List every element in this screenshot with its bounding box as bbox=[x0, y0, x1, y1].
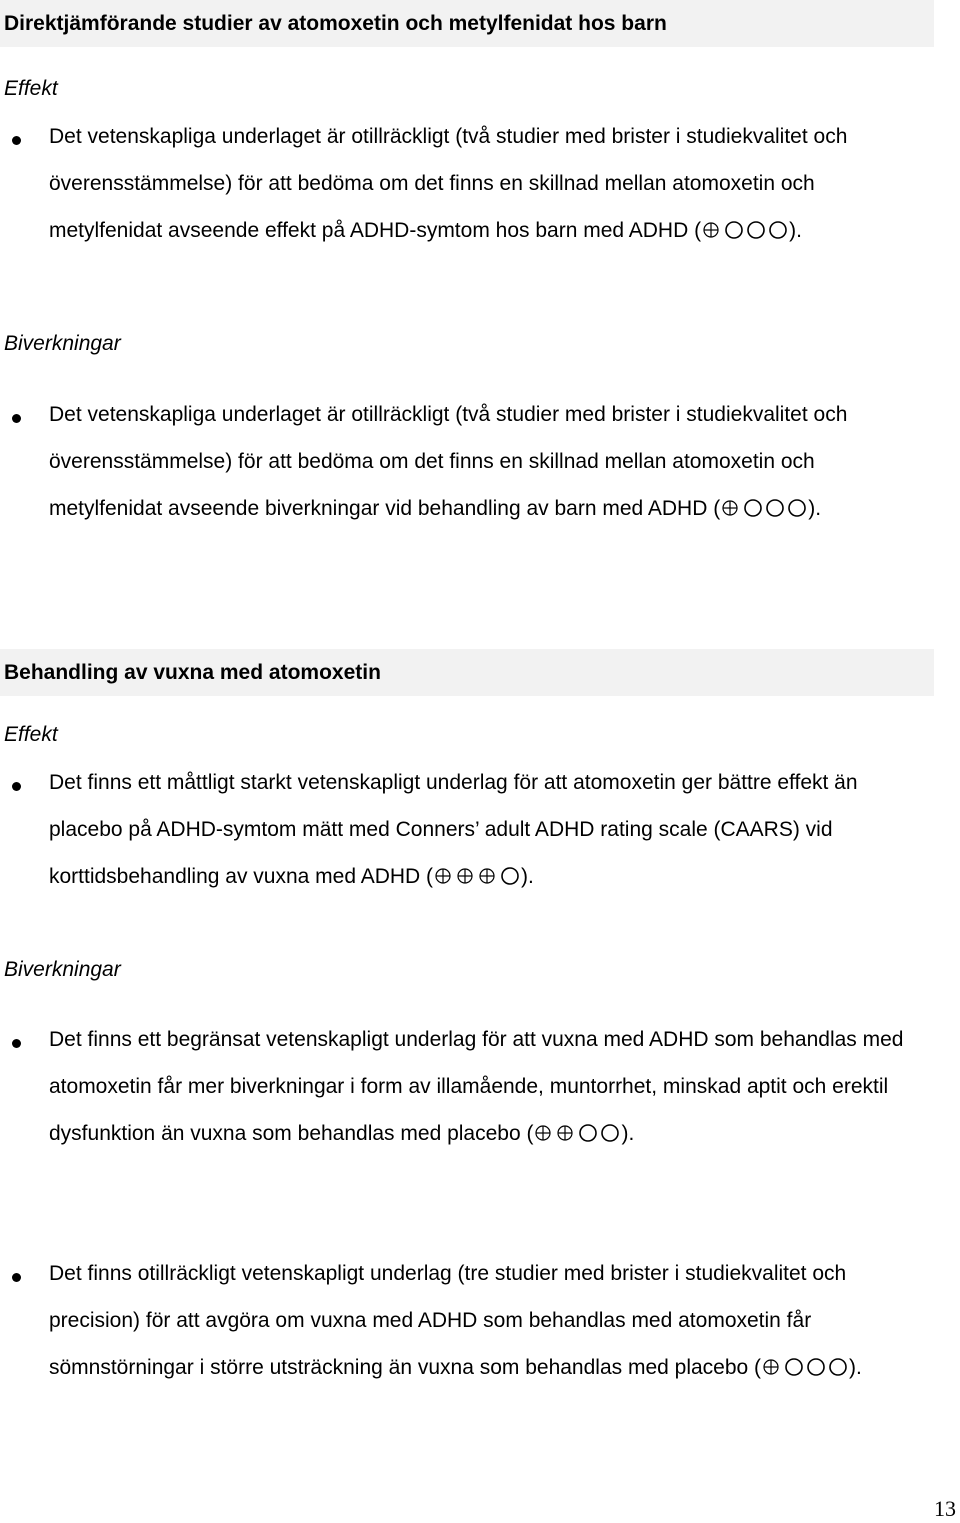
grade-empty-circle-icon bbox=[742, 499, 764, 517]
grade-empty-circle-icon bbox=[786, 499, 808, 517]
section-heading: Behandling av vuxna med atomoxetin bbox=[4, 661, 381, 684]
subheading-effekt: Effekt bbox=[4, 723, 58, 746]
grade-plus-circle-icon bbox=[433, 867, 455, 885]
bullet-close: ). bbox=[521, 865, 534, 888]
evidence-grade bbox=[433, 865, 521, 888]
bullet-dot-icon bbox=[12, 782, 21, 791]
bullet-dot-icon bbox=[12, 136, 21, 145]
grade-empty-circle-icon bbox=[577, 1124, 599, 1142]
grade-empty-circle-icon bbox=[783, 1358, 805, 1376]
grade-empty-circle-icon bbox=[764, 499, 786, 517]
grade-plus-circle-icon bbox=[533, 1124, 555, 1142]
grade-empty-circle-icon bbox=[499, 867, 521, 885]
grade-empty-circle-icon bbox=[599, 1124, 621, 1142]
bullet-dot-icon bbox=[12, 414, 21, 423]
bullet-text bbox=[49, 1016, 919, 1157]
grade-empty-circle-icon bbox=[805, 1358, 827, 1376]
subheading-biverkningar: Biverkningar bbox=[4, 332, 121, 355]
bullet-statement: Det vetenskapliga underlaget är otillräckligt (två studier med brister i studiekvalitet och överensstämmelse) för att bedöma om det finns en skillnad mellan atomoxetin och metylfenidat avseende effekt på ADHD-symtom hos barn med ADHD ( bbox=[49, 125, 848, 242]
bullet-dot-icon bbox=[12, 1273, 21, 1282]
bullet-text bbox=[49, 1250, 919, 1391]
bullet-close: ). bbox=[849, 1356, 862, 1379]
grade-plus-circle-icon bbox=[555, 1124, 577, 1142]
subheading-effekt: Effekt bbox=[4, 77, 58, 100]
grade-plus-circle-icon bbox=[477, 867, 499, 885]
page-number: 13 bbox=[934, 1496, 956, 1521]
bullet-text bbox=[49, 759, 909, 900]
grade-empty-circle-icon bbox=[827, 1358, 849, 1376]
grade-empty-circle-icon bbox=[745, 221, 767, 239]
bullet-statement: Det finns otillräckligt vetenskapligt underlag (tre studier med brister i studiekvalitet och precision) för att avgöra om vuxna med ADHD som behandlas med atomoxetin får sömnstörningar i större utsträckning än vuxna som behandlas med placebo ( bbox=[49, 1262, 847, 1379]
grade-plus-circle-icon bbox=[701, 221, 723, 239]
bullet-dot-icon bbox=[12, 1039, 21, 1048]
evidence-grade bbox=[720, 497, 808, 520]
grade-empty-circle-icon bbox=[723, 221, 745, 239]
section-heading-bar bbox=[0, 0, 934, 47]
bullet-close: ). bbox=[808, 497, 822, 520]
section-heading: Direktjämförande studier av atomoxetin och metylfenidat hos barn bbox=[4, 12, 667, 35]
bullet-statement: Det finns ett måttligt starkt vetenskapligt underlag för att atomoxetin ger bättre effekt än placebo på ADHD-symtom mätt med Conners’ adult ADHD rating scale (CAARS) vid korttidsbehandling av vuxna med ADHD ( bbox=[49, 771, 858, 888]
evidence-grade bbox=[533, 1122, 621, 1145]
bullet-statement: Det vetenskapliga underlaget är otillräckligt (två studier med brister i studiekvalitet och överensstämmelse) för att bedöma om det finns en skillnad mellan atomoxetin och metylfenidat avseende biverkningar vid behandling av barn med ADHD ( bbox=[49, 403, 848, 520]
evidence-grade bbox=[701, 219, 789, 242]
subheading-biverkningar: Biverkningar bbox=[4, 958, 121, 981]
evidence-grade bbox=[761, 1356, 849, 1379]
section-heading-bar bbox=[0, 649, 934, 696]
grade-plus-circle-icon bbox=[720, 499, 742, 517]
bullet-statement: Det finns ett begränsat vetenskapligt underlag för att vuxna med ADHD som behandlas med atomoxetin får mer biverkningar i form av illamående, muntorrhet, minskad aptit och erektil dysfunktion än vuxna som behandlas med placebo ( bbox=[49, 1028, 904, 1145]
bullet-close: ). bbox=[789, 219, 802, 242]
grade-plus-circle-icon bbox=[455, 867, 477, 885]
bullet-close: ). bbox=[621, 1122, 635, 1145]
bullet-text bbox=[49, 113, 929, 254]
bullet-text bbox=[49, 391, 909, 532]
grade-empty-circle-icon bbox=[767, 221, 789, 239]
grade-plus-circle-icon bbox=[761, 1358, 783, 1376]
